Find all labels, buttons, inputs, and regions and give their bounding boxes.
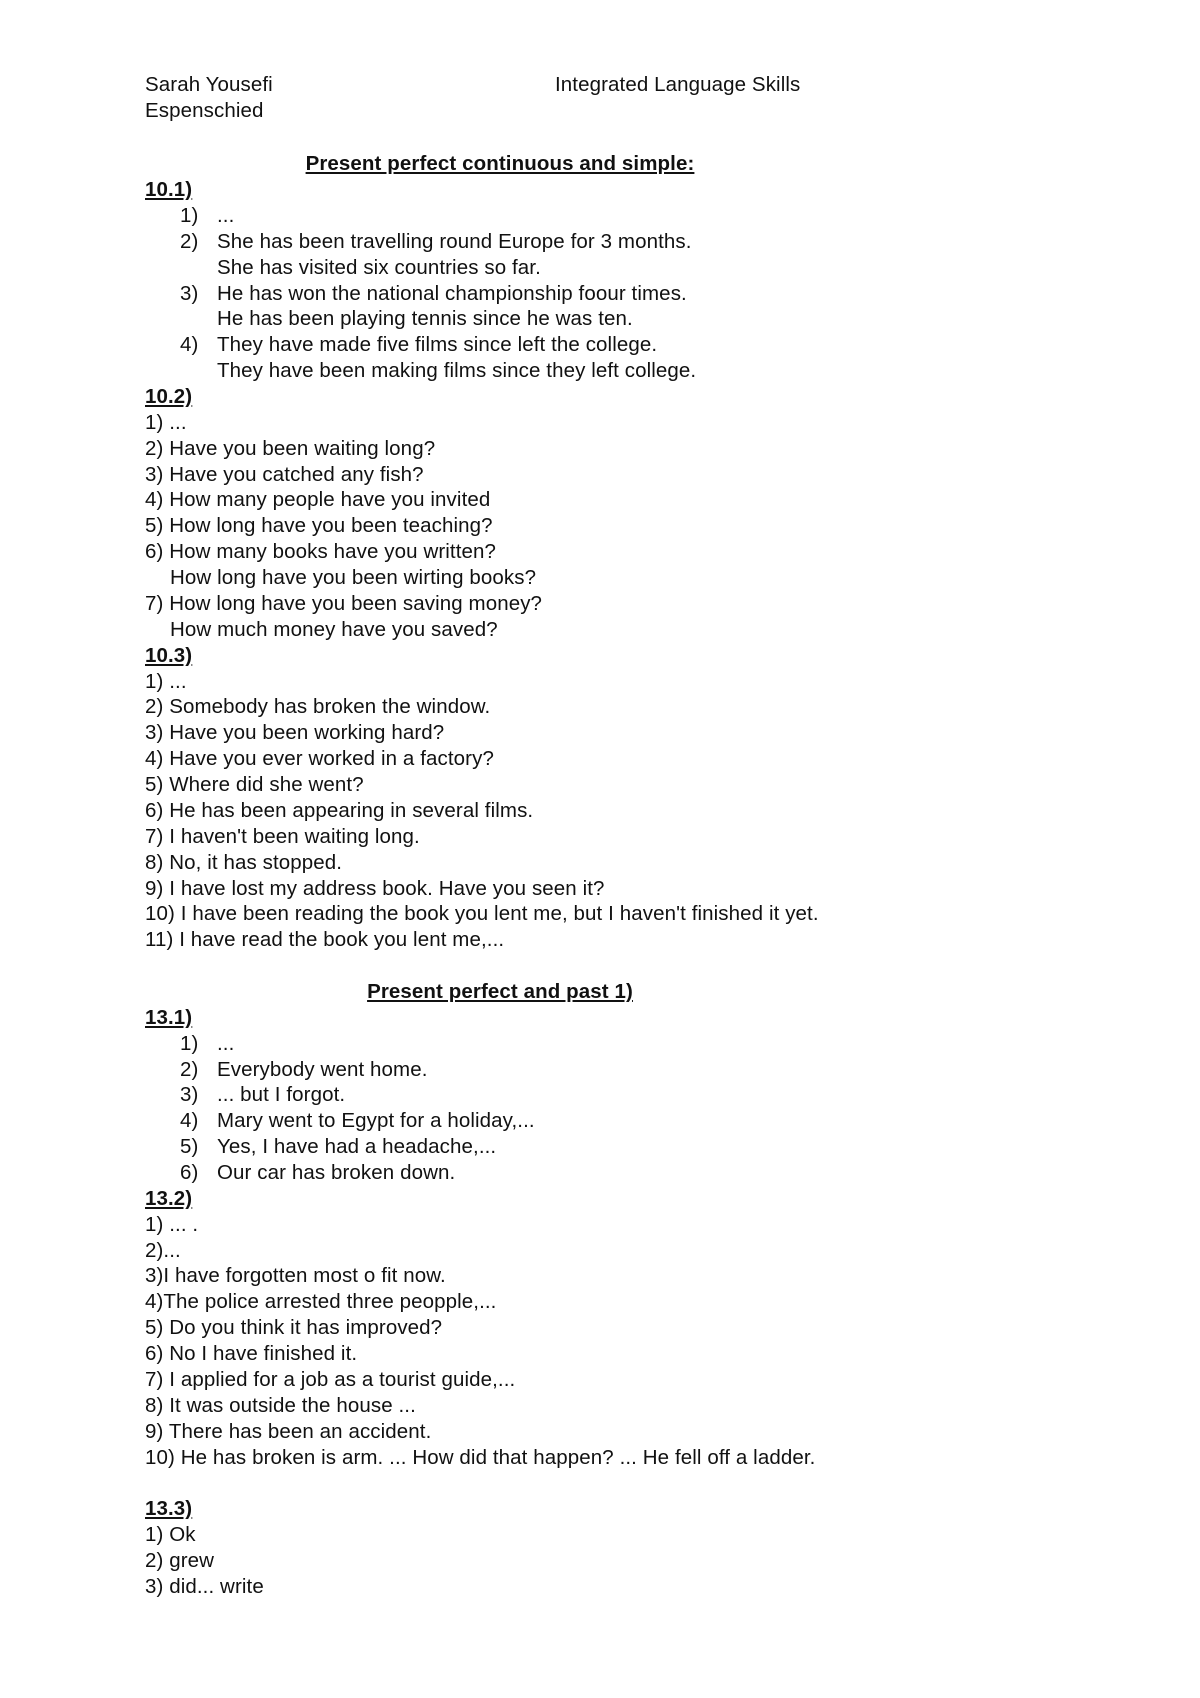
answer-line: 4) Have you ever worked in a factory? bbox=[145, 747, 494, 770]
author-name: Sarah Yousefi bbox=[145, 73, 273, 96]
item-text: They have been making films since they left college. bbox=[217, 359, 697, 382]
answer-line: 7) How long have you been saving money? bbox=[145, 592, 543, 615]
answer-line: 7) I applied for a job as a tourist guide,... bbox=[145, 1368, 516, 1391]
item-text: She has visited six countries so far. bbox=[217, 256, 541, 279]
exercise-label-10-2: 10.2) bbox=[145, 385, 193, 408]
answer-line: 2) Somebody has broken the window. bbox=[145, 695, 491, 718]
answer-line: 1) ... bbox=[145, 411, 187, 434]
answer-line: 3) Have you catched any fish? bbox=[145, 463, 424, 486]
item-number: 1) bbox=[180, 204, 199, 227]
exercise-label-10-3: 10.3) bbox=[145, 644, 193, 667]
item-number: 2) bbox=[180, 1058, 199, 1081]
item-text: Our car has broken down. bbox=[217, 1161, 456, 1184]
answer-line: 1) Ok bbox=[145, 1523, 196, 1546]
item-text: Everybody went home. bbox=[217, 1058, 428, 1081]
exercise-label-13-3: 13.3) bbox=[145, 1497, 193, 1520]
item-text: ... bbox=[217, 1032, 235, 1055]
answer-line: 5) How long have you been teaching? bbox=[145, 514, 493, 537]
answer-line: 5) Where did she went? bbox=[145, 773, 364, 796]
answer-line: 3) Have you been working hard? bbox=[145, 721, 445, 744]
exercise-label-13-2: 13.2) bbox=[145, 1187, 193, 1210]
answer-line: 2) Have you been waiting long? bbox=[145, 437, 436, 460]
answer-line: 8) It was outside the house ... bbox=[145, 1394, 416, 1417]
item-text: ... bbox=[217, 204, 235, 227]
answer-line: 4)The police arrested three peopple,... bbox=[145, 1290, 497, 1313]
item-text: Mary went to Egypt for a holiday,... bbox=[217, 1109, 535, 1132]
exercise-label-10-1: 10.1) bbox=[145, 178, 193, 201]
exercise-label-13-1: 13.1) bbox=[145, 1006, 193, 1029]
answer-line-continuation: How long have you been wirting books? bbox=[170, 566, 537, 589]
section-title-present-perfect-and-past: Present perfect and past 1) bbox=[367, 980, 633, 1003]
item-text: She has been travelling round Europe for 3 months. bbox=[217, 230, 692, 253]
item-text: He has been playing tennis since he was ten. bbox=[217, 307, 633, 330]
item-number: 1) bbox=[180, 1032, 199, 1055]
answer-line: 10) I have been reading the book you lent me, but I haven't finished it yet. bbox=[145, 902, 819, 925]
course-title: Integrated Language Skills bbox=[555, 73, 801, 96]
item-text: ... but I forgot. bbox=[217, 1083, 346, 1106]
item-text: Yes, I have had a headache,... bbox=[217, 1135, 497, 1158]
answer-line: 9) There has been an accident. bbox=[145, 1420, 432, 1443]
answer-line: 10) He has broken is arm. ... How did that happen? ... He fell off a ladder. bbox=[145, 1446, 816, 1469]
answer-line: 2)... bbox=[145, 1239, 181, 1262]
section-title-present-perfect-continuous: Present perfect continuous and simple: bbox=[305, 152, 695, 175]
answer-line: 6) How many books have you written? bbox=[145, 540, 497, 563]
answer-line: 6) No I have finished it. bbox=[145, 1342, 358, 1365]
item-number: 6) bbox=[180, 1161, 199, 1184]
answer-line: 2) grew bbox=[145, 1549, 215, 1572]
answer-line: 1) ... bbox=[145, 670, 187, 693]
answer-line: 5) Do you think it has improved? bbox=[145, 1316, 443, 1339]
item-number: 4) bbox=[180, 1109, 199, 1132]
teacher-name: Espenschied bbox=[145, 99, 264, 122]
item-text: They have made five films since left the college. bbox=[217, 333, 658, 356]
item-number: 5) bbox=[180, 1135, 199, 1158]
answer-line-continuation: How much money have you saved? bbox=[170, 618, 498, 641]
answer-line: 3)I have forgotten most o fit now. bbox=[145, 1264, 446, 1287]
answer-line: 7) I haven't been waiting long. bbox=[145, 825, 420, 848]
answer-line: 9) I have lost my address book. Have you seen it? bbox=[145, 877, 605, 900]
item-number: 4) bbox=[180, 333, 199, 356]
item-number: 2) bbox=[180, 230, 199, 253]
item-number: 3) bbox=[180, 1083, 199, 1106]
answer-line: 3) did... write bbox=[145, 1575, 264, 1598]
item-text: He has won the national championship foour times. bbox=[217, 282, 687, 305]
answer-line: 8) No, it has stopped. bbox=[145, 851, 343, 874]
answer-line: 4) How many people have you invited bbox=[145, 488, 491, 511]
item-number: 3) bbox=[180, 282, 199, 305]
answer-line: 1) ... . bbox=[145, 1213, 199, 1236]
answer-line: 11) I have read the book you lent me,... bbox=[145, 928, 505, 951]
answer-line: 6) He has been appearing in several films. bbox=[145, 799, 534, 822]
